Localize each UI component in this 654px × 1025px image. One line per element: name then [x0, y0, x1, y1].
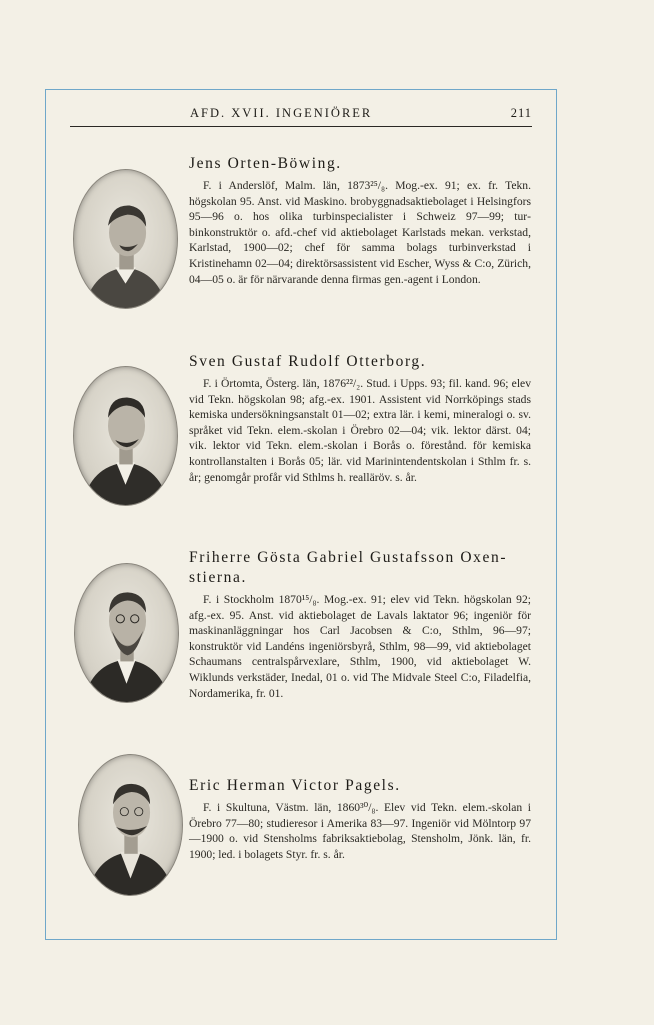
portrait-photo-icon — [78, 754, 183, 896]
page-number: 211 — [510, 106, 532, 120]
entry-otterborg — [189, 352, 531, 485]
entry-bio: F. i Skultuna, Västm. län, 1860³⁰/₈. Elev vid Tekn. elem.-skolan i Örebro 77—80; studieresor i Amerika 83—97. Ingeniör vid Mölntorp 97—1900 o. vid Stensholms fabriksaktiebolag, Stensholm, Jönk. län, fr. 1900; led. i bolagets Styr. fr. s. år. — [189, 801, 531, 861]
entry-name: Jens Orten-Böwing. — [189, 155, 342, 172]
section-title: AFD. XVII. INGENIÖRER — [190, 106, 373, 120]
entry-name: Eric Herman Victor Pagels. — [189, 777, 401, 794]
entry-pagels — [189, 776, 531, 862]
entry-bio: F. i Stockholm 1870¹⁵/₈. Mog.-ex. 91; elev vid Tekn. högskolan 92; afg.-ex. 95. Anst. vid aktiebolaget de Lavals laktator 96; ingeniör för maskinanläggningar hos Carl Jacobsen & C:o, Sthlm, 96—97; konstruktör vid Landéns ingeniörsbyrå, Sthlm, 98—99, vid aktiebolaget Schaumans centralspårvexlare, Sthlm, 1900, vid aktiebolaget W. Wiklunds verkstäder, Inedal, 01 o. vid The Midvale Steel C:o, Filadelfia, Nordamerika, fr. 01. — [189, 593, 531, 700]
portrait-photo-icon — [74, 563, 179, 703]
entry-orten-bowing — [189, 154, 531, 287]
entry-bio: F. i Anderslöf, Malm. län, 1873²⁵/₈. Mog.-ex. 91; ex. fr. Tekn. högskolan 95. Anst. vid Maskino. brobyggnadsaktiebolaget i Helsingfors 95—96 o. hos olika turbinspecialister i Schweiz 97—99; turbinkonstruktör o. afd.-chef vid aktiebolaget Karlstads mekan. verkstad, Karlstad, 1900—02; chef för samma bolags turbinverkstad i Kristinehamn 02—04; direktörsassistent vid Escher, Wyss & C:o, Zürich, 04—05 o. är för närvarande denna firmas gen.-agent i London. — [189, 179, 531, 286]
portrait-photo-icon — [73, 366, 178, 506]
entry-name: Sven Gustaf Rudolf Otterborg. — [189, 353, 427, 370]
entry-oxenstierna — [189, 548, 531, 701]
running-head — [70, 106, 532, 127]
entry-name: Friherre Gösta Gabriel Gustafsson Oxenstierna. — [189, 549, 506, 586]
entry-bio: F. i Örtomta, Österg. län, 1876²²/₂. Stud. i Upps. 93; fil. kand. 96; elev vid Tekn. högskolan 98; afg.-ex. 1901. Assistent vid Norrköpings stads kemiska undersökningsanstalt 01—02; extra lär. i kemi, mineralogi o. sv. språket vid Tekn. elem.-skolan i Örebro 02—04; vik. lektor därst. 04; vik. lektor vid Tekn. elem.-skolan i Borås o. förestånd. för kemiska kontrollanstalten i Borås 05; lär. vid Marinintendentskolan i Sthlm fr. s. år; genomgår profår vid Sthlms h. realläröv. s. år. — [189, 377, 531, 484]
portrait-photo-icon — [73, 169, 178, 309]
